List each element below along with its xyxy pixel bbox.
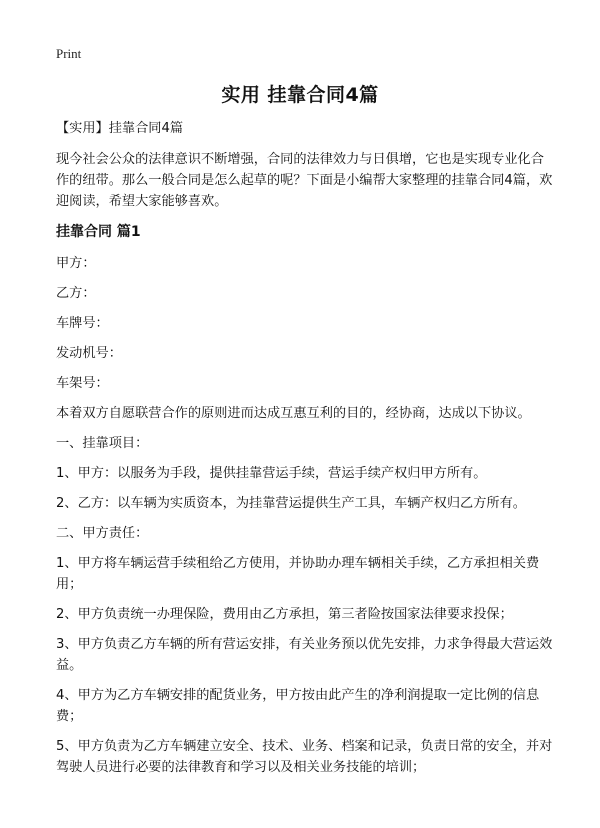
document-body xyxy=(56,118,556,787)
clause-item: 5、甲方负责为乙方车辆建立安全、技术、业务、档案和记录，负责日常的安全，并对驾驶人员进行必要的法律教育和学习以及相关业务技能的培训； xyxy=(56,739,553,775)
field-frame-number: 车架号： xyxy=(56,376,109,391)
print-label: Print xyxy=(56,46,82,61)
clause-item: 2、甲方负责统一办理保险，费用由乙方承担，第三者险按国家法律要求投保； xyxy=(56,607,513,622)
clause-item: 4、甲方为乙方车辆安排的配货业务，甲方按由此产生的净利润提取一定比例的信息费； xyxy=(56,688,540,724)
document-title: 实用 挂靠合同4篇 xyxy=(221,84,379,106)
document-subtitle: 【实用】挂靠合同4篇 xyxy=(56,121,184,136)
clause-heading: 一、挂靠项目： xyxy=(56,436,149,451)
field-engine-number: 发动机号： xyxy=(56,346,122,361)
clause-item: 2、乙方：以车辆为实质资本，为挂靠营运提供生产工具，车辆产权归乙方所有。 xyxy=(56,496,526,511)
clause-heading: 二、甲方责任： xyxy=(56,526,149,541)
clause-item: 1、甲方将车辆运营手续租给乙方使用，并协助办理车辆相关手续，乙方承担相关费用； xyxy=(56,556,540,592)
section-heading: 挂靠合同 篇1 xyxy=(56,224,141,240)
intro-paragraph: 现今社会公众的法律意识不断增强，合同的法律效力与日俱增，它也是实现专业化合作的纽带。那么一般合同是怎么起草的呢？下面是小编帮大家整理的挂靠合同4篇，欢迎阅读，希望大家能够喜欢。 xyxy=(56,152,553,209)
field-party-b: 乙方： xyxy=(56,286,96,301)
field-plate-number: 车牌号： xyxy=(56,316,109,331)
clause-item: 1、甲方：以服务为手段，提供挂靠营运手续，营运手续产权归甲方所有。 xyxy=(56,466,487,481)
clause-item: 3、甲方负责乙方车辆的所有营运安排，有关业务预以优先安排，力求争得最大营运效益。 xyxy=(56,637,553,673)
agreement-preamble: 本着双方自愿联营合作的原则进而达成互惠互利的目的，经协商，达成以下协议。 xyxy=(56,406,531,421)
field-party-a: 甲方： xyxy=(56,256,96,271)
